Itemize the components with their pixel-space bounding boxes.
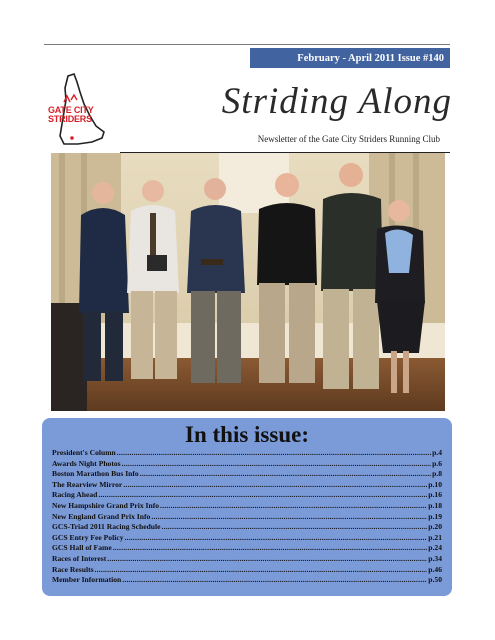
toc-item-title: The Rearview Mirror [52,479,123,489]
logo-line-2: STRIDERS [48,114,92,124]
toc-item[interactable] [52,533,442,544]
toc-item-page: p.16 [428,490,442,500]
toc-item-page: p.34 [428,553,442,563]
toc-item[interactable] [52,522,442,533]
logo-line-1: GATE CITY [48,105,94,115]
toc-item-title: Races of Interest [52,553,107,563]
toc-item[interactable] [52,565,442,576]
toc-item-title: GCS Entry Fee Policy [52,532,124,542]
issue-line: February - April 2011 Issue #140 [297,52,444,64]
toc-item-page: p.50 [428,575,442,585]
toc-item-title: Awards Night Photos [52,458,121,468]
toc-item-page: p.18 [428,500,442,510]
toc-item-title: Boston Marathon Bus Info [52,469,139,479]
toc-item-page: p.10 [428,479,442,489]
toc-item[interactable] [52,448,442,459]
toc-item-page: p.6 [432,458,442,468]
toc-item-page: p.20 [428,522,442,532]
newsletter-subtitle: Newsletter of the Gate City Striders Running Club [257,134,440,144]
toc-item-title: Member Information [52,575,122,585]
toc-item[interactable] [52,469,442,480]
toc-item-title: GCS-Triad 2011 Racing Schedule [52,522,161,532]
toc-item-page: p.46 [428,564,442,574]
awards-group-photo-image [51,153,445,411]
toc-item-title: Race Results [52,564,94,574]
toc-item[interactable] [52,575,442,586]
toc-item-page: p.8 [432,469,442,479]
toc-item[interactable] [52,543,442,554]
toc-item-page: p.24 [428,543,442,553]
table-of-contents [42,418,452,596]
top-rule [44,44,450,45]
group-photo [51,153,445,411]
newsletter-title: Striding Along [221,81,452,122]
toc-item[interactable] [52,512,442,523]
toc-item[interactable] [52,554,442,565]
toc-item-title: New England Grand Prix Info [52,511,151,521]
toc-item[interactable] [52,490,442,501]
toc-item[interactable] [52,501,442,512]
toc-heading: In this issue: [185,422,309,447]
toc-item-page: p.19 [428,511,442,521]
toc-item[interactable] [52,480,442,491]
toc-item-title: Racing Ahead [52,490,98,500]
toc-item[interactable] [52,459,442,470]
toc-item-title: New Hampshire Grand Prix Info [52,500,160,510]
issue-banner [250,48,450,68]
toc-item-title: President's Column [52,448,116,457]
toc-item-page: p.21 [428,532,442,542]
toc-item-title: GCS Hall of Fame [52,543,112,553]
toc-item-page: p.4 [432,448,442,457]
club-logo [44,70,114,152]
